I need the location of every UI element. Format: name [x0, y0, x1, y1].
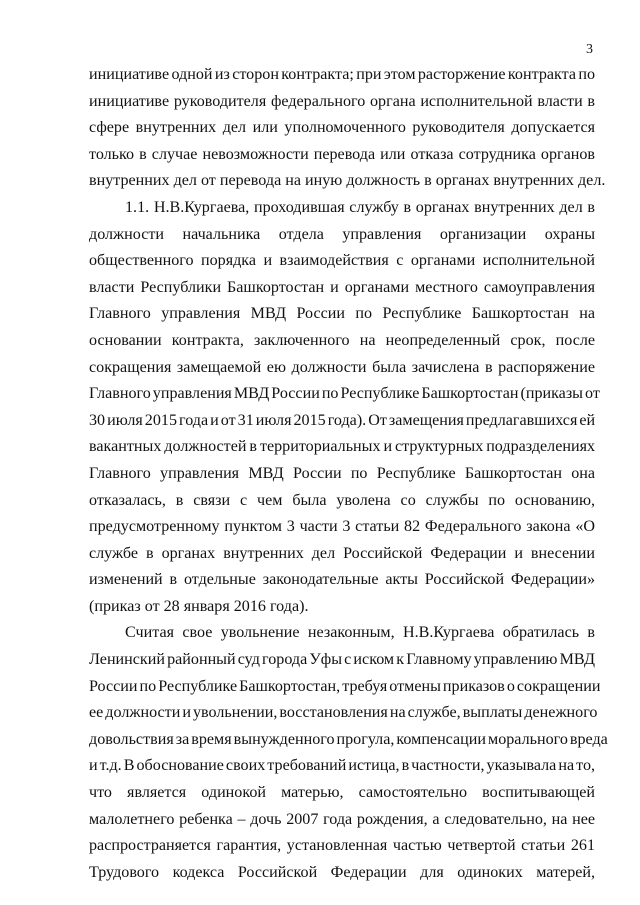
text-line: службе в органах внутренних дел Российской Федерации и внесении [89, 544, 595, 562]
text-line: сфере внутренних дел или уполномоченного руководителя допускается [89, 119, 596, 137]
text-line: власти Республики Башкортостан и органами местного самоуправления [89, 278, 595, 296]
text-line: Главного управления МВД России по Республике Башкортостан она [89, 464, 596, 482]
text-line: должности начальника отдела управления организации охраны [89, 225, 596, 243]
text-line: инициативе одной из сторон контракта; при этом расторжение контракта по [89, 66, 596, 83]
page-number: 3 [586, 42, 593, 57]
text-line: и т.д. В обоснование своих требований истица, в частности, указывала на то, [89, 757, 596, 775]
text-line: малолетнего ребенка – дочь 2007 года рождения, а следовательно, на нее [89, 810, 595, 828]
text-line: Трудового кодекса Российской Федерации для одиноких матерей, [89, 863, 596, 881]
text-line: 1.1. Н.В.Кургаева, проходившая службу в органах внутренних дел в [125, 198, 595, 216]
text-line: России по Республике Башкортостан, требуя отмены приказов о сокращении [89, 677, 601, 695]
text-line: Ленинский районный суд города Уфы с иском к Главному управлению МВД [89, 651, 595, 669]
text-line: основании контракта, заключенного на неопределенный срок, после [89, 331, 596, 349]
paragraph-3 [89, 620, 608, 886]
paragraph-2 [89, 195, 600, 621]
text-line: что является одинокой матерью, самостоятельно воспитывающей [89, 784, 595, 802]
text-line: Считая свое увольнение незаконным, Н.В.Кургаева обратилась в [125, 624, 595, 642]
paragraph-1 [89, 62, 606, 195]
text-line: вакантных должностей в территориальных и структурных подразделениях [89, 438, 596, 456]
text-line: сокращения замещаемой ею должности была зачислена в распоряжение [89, 358, 595, 376]
text-line: Главного управления МВД России по Республике Башкортостан на [89, 305, 596, 323]
text-line: предусмотренному пунктом 3 части 3 статьи 82 Федерального закона «О [89, 518, 595, 536]
text-line: 30 июля 2015 года и от 31 июля 2015 года). От замещения предлагавшихся ей [89, 411, 596, 429]
text-line: Главного управления МВД России по Республике Башкортостан (приказы от [89, 385, 600, 403]
text-line: отказалась, в связи с чем была уволена со службы по основанию, [89, 491, 595, 509]
text-line: общественного порядка и взаимодействия с органами исполнительной [89, 252, 595, 270]
text-line: ее должности и увольнении, восстановления на службе, выплаты денежного [89, 704, 598, 722]
document-body [89, 62, 608, 886]
text-line: только в случае невозможности перевода или отказа сотрудника органов [89, 145, 595, 163]
text-line: внутренних дел от перевода на иную должность в органах внутренних дел. [89, 172, 606, 190]
text-line: инициативе руководителя федерального органа исполнительной власти в [89, 92, 596, 110]
text-line: (приказ от 28 января 2016 года). [89, 597, 309, 615]
text-line: изменений в отдельные законодательные акты Российской Федерации» [89, 571, 595, 589]
text-line: довольствия за время вынужденного прогула, компенсации морального вреда [89, 730, 608, 748]
text-line: распространяется гарантия, установленная частью четвертой статьи 261 [89, 837, 595, 855]
